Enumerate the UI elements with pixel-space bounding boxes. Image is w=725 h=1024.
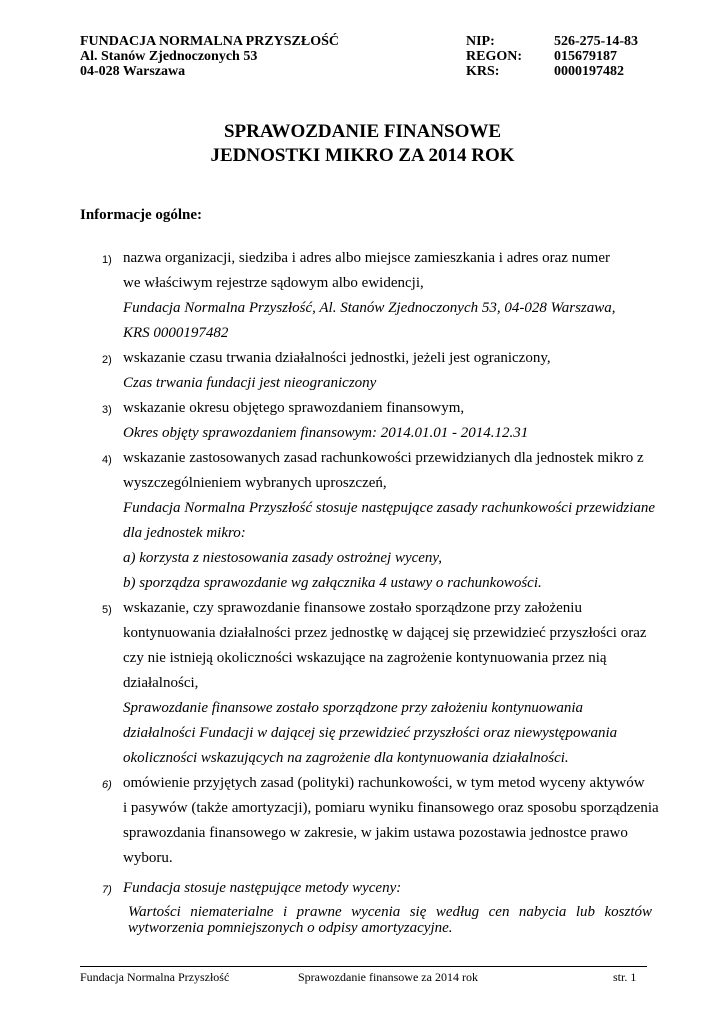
document-title-line-2: JEDNOSTKI MIKRO ZA 2014 ROK	[210, 145, 515, 166]
item-number: 5)	[102, 604, 112, 616]
item-answer: KRS 0000197482	[123, 325, 229, 341]
item-text: omówienie przyjętych zasad (polityki) rachunkowości, w tym metod wyceny aktywów	[123, 775, 645, 791]
krs-value: 0000197482	[554, 64, 624, 79]
item-text: działalności,	[123, 675, 199, 691]
item-number: 3)	[102, 404, 112, 416]
item-text: wyszczególnieniem wybranych uproszczeń,	[123, 475, 387, 491]
item-answer: okoliczności wskazujących na zagrożenie dla kontynuowania działalności.	[123, 750, 569, 766]
item-answer: Fundacja Normalna Przyszłość, Al. Stanów Zjednoczonych 53, 04-028 Warszawa,	[123, 300, 616, 316]
nip-value: 526-275-14-83	[554, 34, 638, 49]
item-text: wskazanie okresu objętego sprawozdaniem finansowym,	[123, 400, 465, 416]
item-text: wskazanie czasu trwania działalności jednostki, jeżeli jest ograniczony,	[123, 350, 551, 366]
item-text: czy nie istnieją okoliczności wskazujące na zagrożenie kontynuowania przez nią	[123, 650, 607, 666]
item-answer: b) sporządza sprawozdanie wg załącznika 4 ustawy o rachunkowości.	[123, 575, 542, 591]
page-number: str. 1	[613, 970, 637, 984]
regon-label: REGON:	[466, 49, 522, 64]
item-number: 6)	[102, 779, 112, 791]
org-name: FUNDACJA NORMALNA PRZYSZŁOŚĆ	[80, 34, 340, 49]
item-text: kontynuowania działalności przez jednostkę w dającej się przewidzieć przyszłości oraz	[123, 625, 647, 641]
regon-value: 015679187	[554, 49, 617, 64]
item-answer: Okres objęty sprawozdaniem finansowym: 2014.01.01 - 2014.12.31	[123, 425, 529, 441]
item-text: nazwa organizacji, siedziba i adres albo miejsce zamieszkania i adres oraz numer	[123, 250, 610, 266]
item-answer: Fundacja Normalna Przyszłość stosuje następujące zasady rachunkowości przewidziane	[123, 500, 656, 516]
item-text: wskazanie zastosowanych zasad rachunkowości przewidzianych dla jednostek mikro z	[123, 450, 644, 466]
item-text: sprawozdania finansowego w zakresie, w jakim ustawa pozostawia jednostce prawo	[123, 825, 628, 841]
item-answer: wytworzenia pomniejszonych o odpisy amortyzacyjne.	[128, 920, 453, 936]
item-answer: Czas trwania fundacji jest nieograniczony	[123, 375, 377, 391]
footer-divider	[80, 966, 647, 967]
item-answer: Wartości niematerialne i prawne wycenia się według cen nabycia lub kosztów	[128, 904, 652, 920]
nip-label: NIP:	[466, 34, 495, 49]
document-title-line-1: SPRAWOZDANIE FINANSOWE	[223, 121, 502, 142]
item-number: 7)	[102, 884, 112, 896]
org-street: Al. Stanów Zjednoczonych 53	[80, 49, 258, 64]
item-number: 4)	[102, 454, 112, 466]
footer-left: Fundacja Normalna Przyszłość	[80, 970, 230, 984]
item-text: we właściwym rejestrze sądowym albo ewidencji,	[123, 275, 424, 291]
item-number: 2)	[102, 354, 112, 366]
item-answer: a) korzysta z niestosowania zasady ostrożnej wyceny,	[123, 550, 443, 566]
section-heading: Informacje ogólne:	[80, 207, 203, 223]
krs-label: KRS:	[466, 64, 500, 79]
item-text: wskazanie, czy sprawozdanie finansowe zostało sporządzone przy założeniu	[123, 600, 582, 616]
item-text: i pasywów (także amortyzacji), pomiaru wyniku finansowego oraz sposobu sporządzenia	[123, 800, 659, 816]
item-text: Fundacja stosuje następujące metody wyceny:	[123, 880, 402, 896]
footer-center: Sprawozdanie finansowe za 2014 rok	[298, 970, 478, 984]
item-answer: Sprawozdanie finansowe zostało sporządzone przy założeniu kontynuowania	[123, 700, 584, 716]
item-answer: działalności Fundacji w dającej się przewidzieć przyszłości oraz niewystępowania	[123, 725, 618, 741]
item-text: wyboru.	[123, 850, 173, 866]
item-answer: dla jednostek mikro:	[123, 525, 246, 541]
item-number: 1)	[102, 254, 112, 266]
org-city: 04-028 Warszawa	[80, 64, 186, 79]
